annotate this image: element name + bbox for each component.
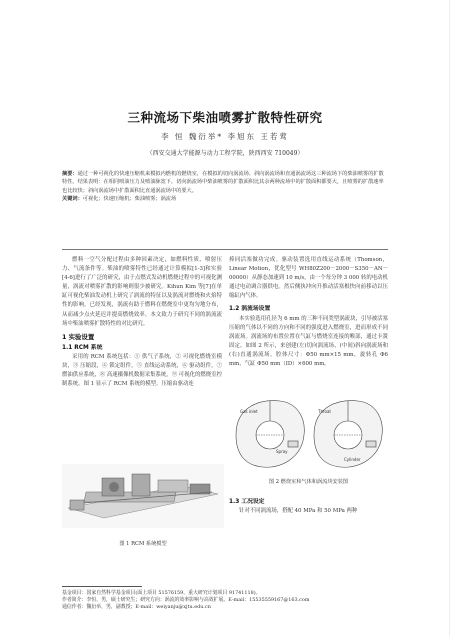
abstract-label: 摘要： (62, 171, 78, 177)
flow-paragraph: 本实验选用孔径为 6 mm 的三种不同类型涡流块，引导被活塞压缩的气体以不同的方向和不同的强度进入燃烧室，进而形成不同涡流场。涡流场的布置位置在气缸与燃烧室连接的喉部，通过卡簧固定。如图 2 所示，来创建(左)切向涡流场、(中间)斜向涡流场和(右)直通涡流场。腔体尺寸：Φ50 mm×15 mm，旋转孔 Φ6 mm，气缸 Φ50 mm（ID）×600 mm。 (229, 315, 388, 368)
section-heading-1: 1 实验设置 (62, 332, 95, 341)
fig2-label-c: Throat (318, 409, 332, 414)
footnote-funding: 基金项目：国家自然科学基金项目(面上项目 51576159，重大研究计划项目 91741118)。 (62, 590, 261, 596)
right-column (229, 256, 388, 369)
keywords-text: 可视化；快速压缩机；柴油喷雾；涡流场 (82, 196, 177, 203)
drive-paragraph: 捧同活塞做功完成。驱动装置选用直线运动系统（Thomson，Linear Motion，优化型号 WH80Z200－2000－S350－AN－00000）从静态加速到 10 m/s，由一个每分钟 3 000 转的电动机通过电动调合器供电。然后侧执冲向升推动活塞根快向前移动以压缩缸内气体。 (229, 257, 388, 300)
divider (62, 249, 388, 250)
figure-2-chamber (232, 395, 386, 473)
footnote-corresponding: 通信作者：魏衍举，男，副教授；E-mail：weiyanju@xjtu.edu.cn (62, 604, 211, 611)
fig2-label-a: Gas inlet (240, 409, 258, 414)
fig2-label-b: Spray (276, 449, 288, 454)
figure-2-caption: 图 2 燃烧室和气体和涡流块安装图 (268, 479, 349, 485)
page-title: 三种流场下柴油喷雾扩散特性研究 (127, 110, 323, 125)
abstract-block (62, 170, 388, 204)
figure-1-caption: 图 1 RCM 系统模型 (119, 541, 167, 547)
affiliation: （西安交通大学能源与动力工程学院，陕西西安 710049） (146, 150, 304, 157)
figure-1-rcm-model (62, 464, 224, 528)
case-paragraph: 针对不同涡流场，搭配 40 MPa 和 50 MPa 两种 (239, 508, 358, 515)
section-heading-1-3: 1.3 工况设定 (229, 499, 265, 505)
footnote-author: 作者简介：李恒，男，硕士研究生；研究方向：涡流的效率影响与高效扩展。E-mail：15535559167@163.com (62, 597, 310, 604)
fig2-label-d: Cylinder (344, 457, 361, 462)
right-column-lower (229, 498, 388, 516)
section-heading-1-1: 1.1 RCM 系统 (62, 344, 103, 351)
left-column (62, 256, 222, 389)
rcm-paragraph: 采用的 RCM 系统包括：① 供气子系统，② 可视化燃烧室模块，③ 压缩段，④ 锁定组件，⑤ 直线运动系统，⑥ 驱动组件，⑦ 燃油供应系统，⑧ 高速摄像机数据采集系统，⑨ 可视化的燃烧室控制系统。图 1 显示了 RCM 系统的模型。压缩由驱动连 (62, 353, 222, 388)
abstract-text: 通过一种可视化的快速压缩机来模拟内燃机的燃烧室，在模拟的切向涡流场、斜向涡流场和直通涡流场这三种流场下的柴油喷雾的扩散特性。结果表明：在相同喷油压力及喷油脉宽下，切向涡流场中柴油喷雾的扩散面积比其余两种流场中的扩散面积都要大，且喷雾的扩散速率也比较快；斜向涡流场中扩散面积比直通涡流场中的要大。 (62, 171, 384, 194)
keywords-label: 关键词： (62, 196, 83, 203)
authors: 李 恒 魏衍举* 李旭东 王若莺 (161, 132, 289, 141)
chamber-drawing (232, 395, 386, 473)
footnote (62, 590, 388, 612)
footnote-rule (62, 586, 142, 587)
intro-paragraph: 燃料一空气分配过程由多种因素决定，如燃料性质、喷射压力、气流条件等。柴油的喷雾特性已经通过计算模拟[1-3]和实验[4-6]进行了广泛的研究，由于点燃式发动机燃烧过程中的可视化测量，涡流对喷雾扩散的影响则很少被研究。Kihun Kim 等[7]在单缸可视化柴油发动机上研究了涡流的特征以及涡流对燃烧和火焰特性的影响。已经发现，涡流有助于燃料在燃烧室中更均匀地分布，从而减少点火延迟并提高燃烧效率。本文致力于研究不同的涡流流场中柴油喷雾扩散特性的对比研究。 (62, 257, 222, 327)
rcm-model-drawing (62, 464, 224, 528)
section-heading-1-2: 1.2 涡流场设置 (229, 306, 271, 313)
